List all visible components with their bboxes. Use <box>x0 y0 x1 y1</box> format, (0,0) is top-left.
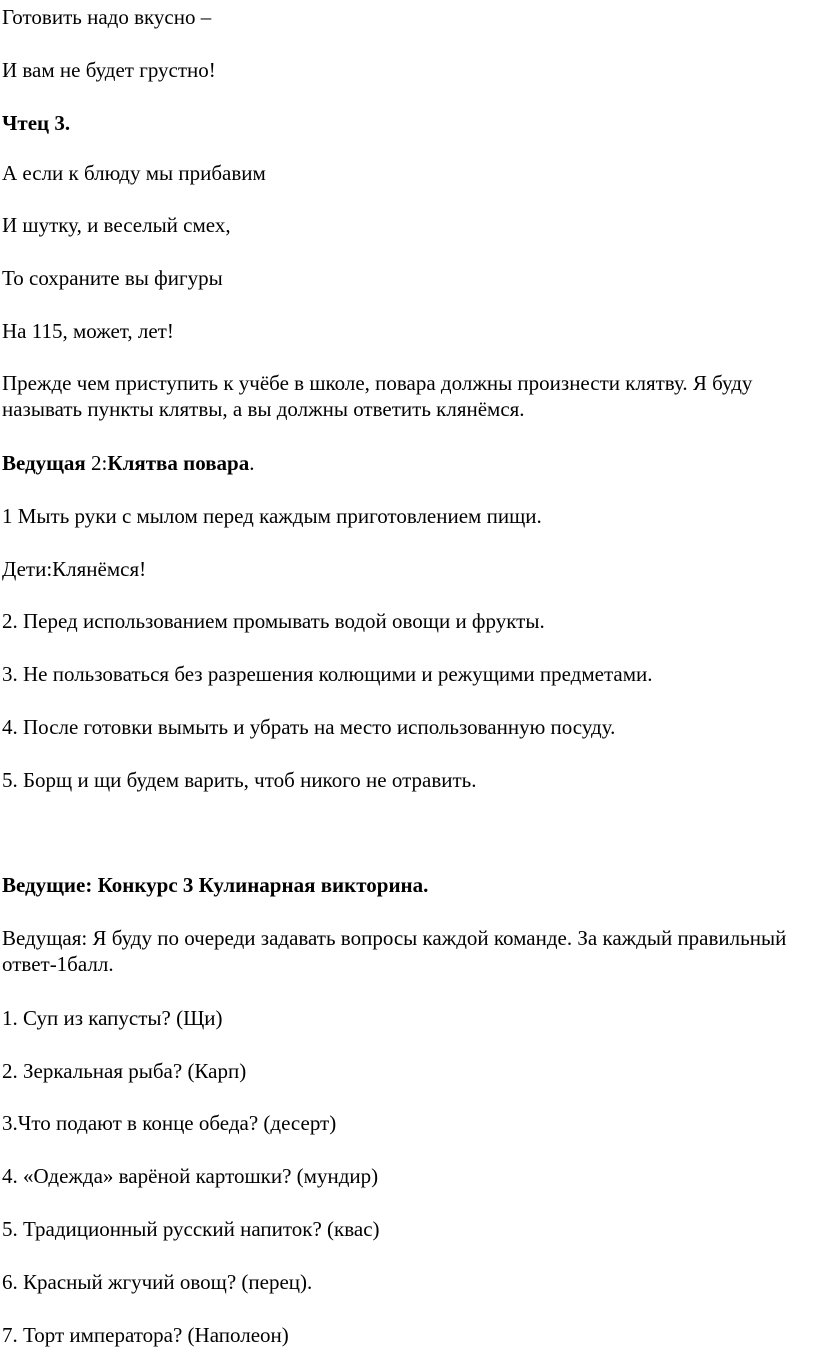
oath-item-2: 2. Перед использованием промывать водой овощи и фрукты. <box>2 609 545 633</box>
quiz-question-1: 1. Суп из капусты? (Щи) <box>2 1006 223 1030</box>
quiz-question-7: 7. Торт императора? (Наполеон) <box>2 1323 289 1347</box>
quiz-question-5: 5. Традиционный русский напиток? (квас) <box>2 1217 380 1241</box>
poem-line-3: А если к блюду мы прибавим <box>2 161 266 185</box>
contest-heading <box>2 872 808 898</box>
reader-heading-text: Чтец 3. <box>2 111 71 135</box>
quiz-instructions: Ведущая: Я буду по очереди задавать вопросы каждой команде. За каждый правильный ответ-1балл. <box>2 926 787 976</box>
oath-item-3: 3. Не пользоваться без разрешения колющими и режущими предметами. <box>2 662 653 686</box>
children-response: Дети:Клянёмся! <box>2 557 147 581</box>
intro-paragraph: Прежде чем приступить к учёбе в школе, повара должны произнести клятву. Я буду называть пункты клятвы, а вы должны ответить клянёмся. <box>2 371 753 421</box>
oath-item-4: 4. После готовки вымыть и убрать на место использованную посуду. <box>2 715 616 739</box>
oath-period: . <box>249 451 255 475</box>
quiz-question-2: 2. Зеркальная рыба? (Карп) <box>2 1059 247 1083</box>
oath-heading <box>2 450 808 476</box>
quiz-question-4: 4. «Одежда» варёной картошки? (мундир) <box>2 1164 379 1188</box>
reader-heading <box>2 110 808 136</box>
poem-line-6: На 115, может, лет! <box>2 319 174 343</box>
host-label: Ведущая <box>2 451 86 475</box>
poem-line-1: Готовить надо вкусно – <box>2 5 212 29</box>
poem-line-2: И вам не будет грустно! <box>2 58 216 82</box>
poem-line-4: И шутку, и веселый смех, <box>2 213 231 237</box>
oath-title: Клятва повара <box>107 451 250 475</box>
oath-item-1: 1 Мыть руки с мылом перед каждым приготовлением пищи. <box>2 504 542 528</box>
contest-heading-text: Ведущие: Конкурс 3 Кулинарная викторина. <box>2 873 429 897</box>
poem-line-5: То сохраните вы фигуры <box>2 266 223 290</box>
quiz-question-6: 6. Красный жгучий овощ? (перец). <box>2 1270 313 1294</box>
quiz-question-3: 3.Что подают в конце обеда? (десерт) <box>2 1111 337 1135</box>
oath-item-5: 5. Борщ и щи будем варить, чтоб никого не отравить. <box>2 768 477 792</box>
host-number: 2: <box>85 451 108 475</box>
